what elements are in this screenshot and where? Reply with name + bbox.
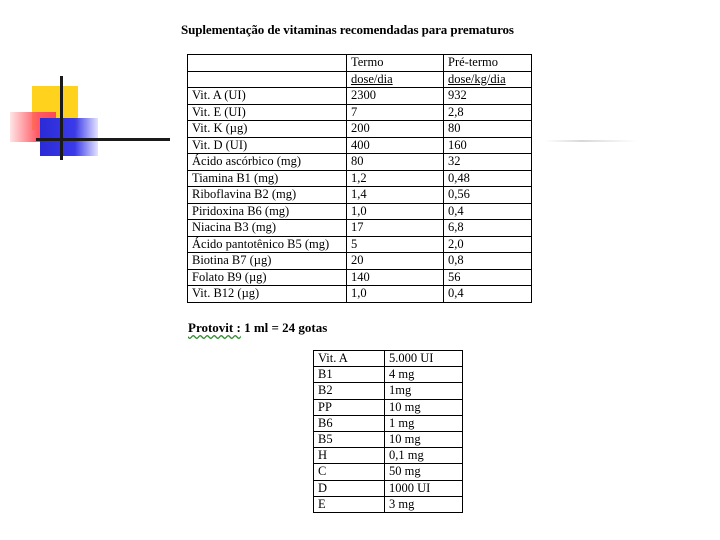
table-cell: 80 — [444, 121, 532, 138]
table-cell: Ácido ascórbico (mg) — [188, 154, 347, 171]
table-row — [188, 203, 532, 220]
table-row — [188, 253, 532, 270]
protovit-name: Protovit : — [188, 320, 241, 335]
table-cell: 6,8 — [444, 220, 532, 237]
table-cell: 5.000 UI — [385, 351, 463, 367]
protovit-equivalence: 1 ml = 24 gotas — [244, 320, 328, 335]
table-cell: 20 — [347, 253, 444, 270]
table-cell: 1,4 — [347, 187, 444, 204]
table-row — [314, 496, 463, 512]
table-header-cell — [188, 71, 347, 88]
table-row — [188, 121, 532, 138]
table-cell: 80 — [347, 154, 444, 171]
table-cell: B1 — [314, 367, 385, 383]
table-row — [188, 104, 532, 121]
table-row — [314, 351, 463, 367]
table-cell: Vit. B12 (µg) — [188, 286, 347, 303]
table-cell: 0,1 mg — [385, 448, 463, 464]
table-row — [314, 367, 463, 383]
table-row — [188, 170, 532, 187]
table-cell: 1 mg — [385, 415, 463, 431]
table-cell: 5 — [347, 236, 444, 253]
table-cell: Vit. K (µg) — [188, 121, 347, 138]
decor-blue-square — [40, 118, 98, 156]
table-cell: 4 mg — [385, 367, 463, 383]
table-cell: 160 — [444, 137, 532, 154]
table-row — [314, 464, 463, 480]
table-cell: 932 — [444, 88, 532, 105]
table-row — [314, 431, 463, 447]
table-cell: Vit. A — [314, 351, 385, 367]
table-cell: 1mg — [385, 383, 463, 399]
table-cell: H — [314, 448, 385, 464]
page-title: Suplementação de vitaminas recomendadas para prematuros — [181, 22, 514, 37]
decor-faint-line — [545, 140, 637, 142]
table-cell: 140 — [347, 269, 444, 286]
table-cell: 50 mg — [385, 464, 463, 480]
table-row — [314, 480, 463, 496]
table-row — [188, 154, 532, 171]
table-cell: 3 mg — [385, 496, 463, 512]
table-header-cell — [188, 55, 347, 72]
table-row — [188, 187, 532, 204]
table-row — [188, 88, 532, 105]
table-cell: 0,4 — [444, 286, 532, 303]
table-row — [188, 269, 532, 286]
table-cell: 7 — [347, 104, 444, 121]
table-cell: 200 — [347, 121, 444, 138]
table-cell: 1,2 — [347, 170, 444, 187]
table-cell: Ácido pantotênico B5 (mg) — [188, 236, 347, 253]
table-header-cell: Pré-termo — [444, 55, 532, 72]
table-cell: Vit. D (UI) — [188, 137, 347, 154]
table-cell: PP — [314, 399, 385, 415]
table-header-cell: dose/dia — [347, 71, 444, 88]
vitamin-table — [187, 54, 532, 303]
table-row — [188, 220, 532, 237]
table-cell: 10 mg — [385, 399, 463, 415]
table-header-cell: Termo — [347, 55, 444, 72]
table-cell: Tiamina B1 (mg) — [188, 170, 347, 187]
table-cell: 10 mg — [385, 431, 463, 447]
table-cell: 0,56 — [444, 187, 532, 204]
table-cell: Riboflavina B2 (mg) — [188, 187, 347, 204]
table-header-cell: dose/kg/dia — [444, 71, 532, 88]
table-cell: B5 — [314, 431, 385, 447]
table-cell: E — [314, 496, 385, 512]
table-cell: 1,0 — [347, 203, 444, 220]
table-row — [314, 399, 463, 415]
table-header-row — [188, 71, 532, 88]
table-cell: Biotina B7 (µg) — [188, 253, 347, 270]
table-cell: 1,0 — [347, 286, 444, 303]
decor-horizontal-line — [36, 138, 170, 141]
table-cell: 0,8 — [444, 253, 532, 270]
table-cell: D — [314, 480, 385, 496]
protovit-heading — [188, 320, 327, 336]
table-cell: 56 — [444, 269, 532, 286]
table-cell: 0,48 — [444, 170, 532, 187]
table-cell: Vit. A (UI) — [188, 88, 347, 105]
table-row — [188, 286, 532, 303]
table-cell: C — [314, 464, 385, 480]
table-cell: Piridoxina B6 (mg) — [188, 203, 347, 220]
protovit-table — [313, 350, 463, 513]
decor-vertical-line — [60, 76, 63, 160]
table-cell: 0,4 — [444, 203, 532, 220]
table-cell: 17 — [347, 220, 444, 237]
table-cell: 2300 — [347, 88, 444, 105]
table-cell: 2,0 — [444, 236, 532, 253]
table-cell: B2 — [314, 383, 385, 399]
table-row — [188, 236, 532, 253]
table-cell: 400 — [347, 137, 444, 154]
table-header-row — [188, 55, 532, 72]
table-cell: Folato B9 (µg) — [188, 269, 347, 286]
table-cell: Vit. E (UI) — [188, 104, 347, 121]
table-row — [314, 448, 463, 464]
table-cell: 2,8 — [444, 104, 532, 121]
table-row — [188, 137, 532, 154]
table-cell: 32 — [444, 154, 532, 171]
table-cell: 1000 UI — [385, 480, 463, 496]
table-cell: Niacina B3 (mg) — [188, 220, 347, 237]
table-row — [314, 383, 463, 399]
table-cell: B6 — [314, 415, 385, 431]
table-row — [314, 415, 463, 431]
